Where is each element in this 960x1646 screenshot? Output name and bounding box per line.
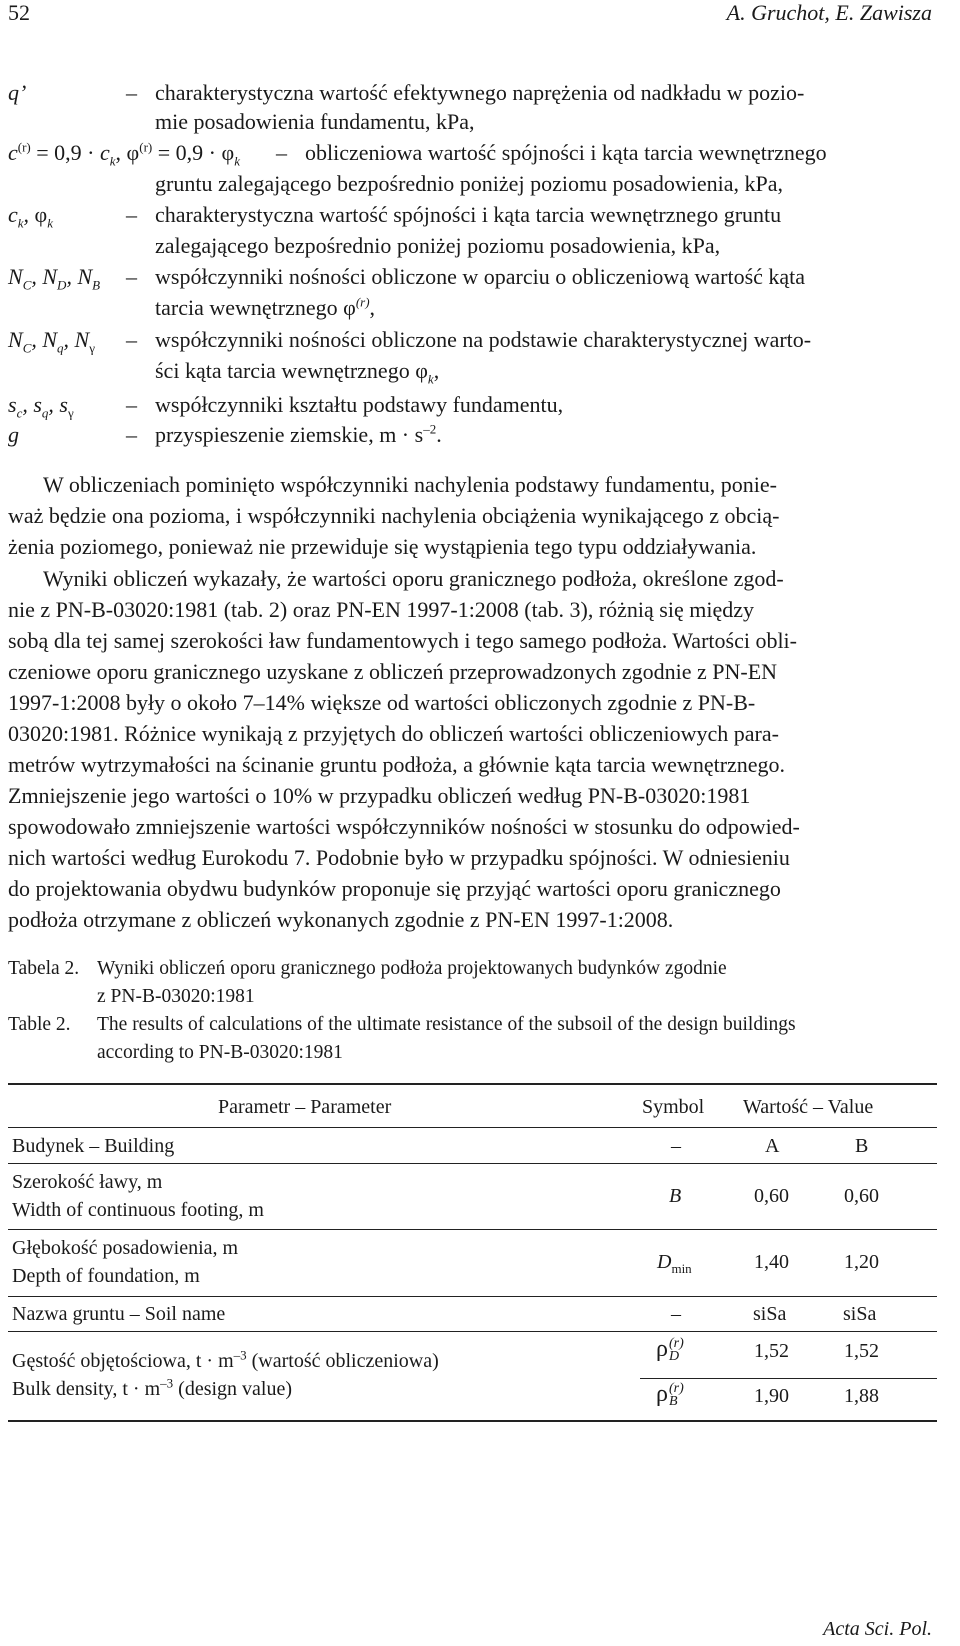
paragraph-line: 03020:1981. Różnice wynikają z przyjętych do obliczeń wartości obliczeniowych para- — [8, 721, 779, 746]
row-soil-a: siSa — [753, 1303, 787, 1325]
row-soil-symbol: – — [671, 1303, 681, 1325]
row-soil-label: Nazwa gruntu – Soil name — [12, 1303, 226, 1325]
paragraph-line: czeniowe oporu granicznego uzyskane z obliczeń przeprowadzonych zgodnie z PN-EN — [8, 659, 778, 684]
symbol-design-values: $c^{(r)} = 0,9 \cdot c_k$, $\varphi^{(r)} = 0,9 \cdot \varphi_k$ — [8, 139, 240, 169]
row-width-b: 0,60 — [844, 1185, 879, 1207]
table-bottom-rule — [8, 1420, 937, 1422]
symbol-shape-factors: $s_c$, $s_q$, $s_\gamma$ — [8, 392, 74, 421]
paragraph-line: Wyniki obliczeń wykazały, że wartości oporu granicznego podłoża, określone zgod- — [43, 566, 784, 591]
paragraph-line: waż będzie ona pozioma, i współczynniki nachylenia obciążenia wynikającego z obcią- — [8, 503, 780, 528]
def-line: charakterystyczna wartość efektywnego naprężenia od nadkładu w pozio- — [155, 80, 805, 105]
def-line: zalegającego bezpośrednio poniżej poziomu posadowienia, kPa, — [155, 233, 721, 258]
journal-footer: Acta Sci. Pol. — [823, 1618, 932, 1640]
page-number: 52 — [8, 0, 30, 25]
paragraph-line: Zmniejszenie jego wartości o 10% w przypadku obliczeń według PN-B-03020:1981 — [8, 783, 751, 808]
def-line: obliczeniowa wartość spójności i kąta tarcia wewnętrznego — [305, 140, 827, 165]
row-depth-b: 1,20 — [844, 1251, 879, 1273]
row-depth-label-en: Depth of foundation, m — [12, 1265, 200, 1287]
row-depth-a: 1,40 — [754, 1251, 789, 1273]
density-sub-rule — [640, 1378, 937, 1379]
symbol-nc-nd-nb: $N_C$, $N_D$, $N_B$ — [8, 264, 101, 293]
caption-text-en: The results of calculations of the ultimate resistance of the subsoil of the design buildings — [97, 1014, 796, 1035]
row-density-b-b: 1,88 — [844, 1385, 879, 1407]
caption-text-pl: Wyniki obliczeń oporu granicznego podłoża projektowanych budynków zgodnie — [97, 958, 727, 979]
paragraph-line: do projektowania obydwu budynków proponuje się przyjąć wartości oporu granicznego — [8, 876, 781, 901]
row-density-symbol-b: ρ (r) B — [656, 1381, 684, 1410]
header-value: Wartość – Value — [743, 1096, 874, 1118]
paragraph-line: W obliczeniach pominięto współczynniki nachylenia podstawy fundamentu, ponie- — [43, 472, 777, 497]
row-density-symbol-d: ρ (r) D — [656, 1336, 684, 1365]
row-depth-label-pl: Głębokość posadowienia, m — [12, 1237, 239, 1259]
symbol-ck-phik: $c_k$, $\varphi_k$ — [8, 202, 54, 231]
def-line: ści kąta tarcia wewnętrznego φ — [155, 358, 428, 383]
def-line: mie posadowienia fundamentu, kPa, — [155, 109, 475, 134]
header-parameter: Parametr – Parameter — [218, 1096, 392, 1118]
row-building-label: Budynek – Building — [12, 1135, 175, 1157]
row-width-label-pl: Szerokość ławy, m — [12, 1171, 163, 1193]
caption-label-en: Table 2. — [8, 1014, 71, 1035]
row-density-label-en: Bulk density, $t \cdot m^{-3}$ (design value) — [12, 1375, 293, 1400]
paragraph-line: spowodowało zmniejszenie wartości współczynników nośności w stosunku do odpowied- — [8, 814, 800, 839]
row-density-b-a: 1,90 — [754, 1385, 789, 1407]
row-density-d-a: 1,52 — [754, 1340, 789, 1362]
row-building-b: B — [855, 1135, 869, 1157]
symbol-nc-nq-ngamma: $N_C$, $N_q$, $N_\gamma$ — [8, 327, 95, 356]
paragraph-line: nich wartości według Eurokodu 7. Podobnie było w przypadku spójności. W odniesieniu — [8, 845, 790, 870]
symbol-q-prime: q’ — [8, 80, 27, 105]
def-line: współczynniki nośności obliczone na podstawie charakterystycznej warto- — [155, 327, 812, 352]
def-line: charakterystyczna wartość spójności i kąta tarcia wewnętrznego gruntu — [155, 202, 782, 227]
row-depth-symbol: $D_{min}$ — [657, 1251, 692, 1276]
paragraph-line: żenia poziomego, ponieważ nie przewiduje się wystąpienia tego typu oddziaływania. — [8, 534, 757, 559]
def-line: współczynniki kształtu podstawy fundamentu, — [155, 392, 564, 417]
def-line: tarcia wewnętrznego φ — [155, 295, 356, 320]
def-line: przyspieszenie ziemskie, m · s — [155, 422, 424, 447]
row-width-a: 0,60 — [754, 1185, 789, 1207]
row-soil-b: siSa — [843, 1303, 877, 1325]
row-width-label-en: Width of continuous footing, m — [12, 1199, 264, 1221]
caption-text-pl: z PN-B-03020:1981 — [97, 986, 255, 1007]
caption-label-pl: Tabela 2. — [8, 958, 80, 979]
row-building-a: A — [765, 1135, 780, 1157]
paragraph-line: nie z PN-B-03020:1981 (tab. 2) oraz PN-EN 1997-1:2008 (tab. 3), różnią się między — [8, 597, 754, 622]
running-header-authors: A. Gruchot, E. Zawisza — [726, 0, 932, 25]
caption-text-en: according to PN-B-03020:1981 — [97, 1042, 343, 1063]
paragraph-line: sobą dla tej samej szerokości ław fundamentowych i tego samego podłoża. Wartości obli- — [8, 628, 797, 653]
row-building-symbol: – — [671, 1135, 681, 1157]
def-line: gruntu zalegającego bezpośrednio poniżej poziomu posadowienia, kPa, — [155, 171, 784, 196]
def-line: współczynniki nośności obliczone w oparciu o obliczeniową wartość kąta — [155, 264, 806, 289]
paragraph-line: 1997-1:2008 były o około 7–14% większe od wartości obliczonych zgodnie z PN-B- — [8, 690, 756, 715]
table-top-rule — [8, 1083, 937, 1085]
header-rule — [8, 1127, 937, 1128]
paragraph-line: podłoża otrzymane z obliczeń wykonanych zgodnie z PN-EN 1997-1:2008. — [8, 907, 674, 932]
symbol-g: g — [8, 422, 19, 447]
row-density-label-pl: Gęstość objętościowa, $t \cdot m^{-3}$ (wartość obliczeniowa) — [12, 1347, 439, 1372]
header-symbol: Symbol — [642, 1096, 705, 1118]
row-width-symbol: B — [669, 1185, 682, 1207]
paragraph-line: metrów wytrzymałości na ścinanie gruntu podłoża, a głównie kąta tarcia wewnętrznego. — [8, 752, 786, 777]
row-density-d-b: 1,52 — [844, 1340, 879, 1362]
